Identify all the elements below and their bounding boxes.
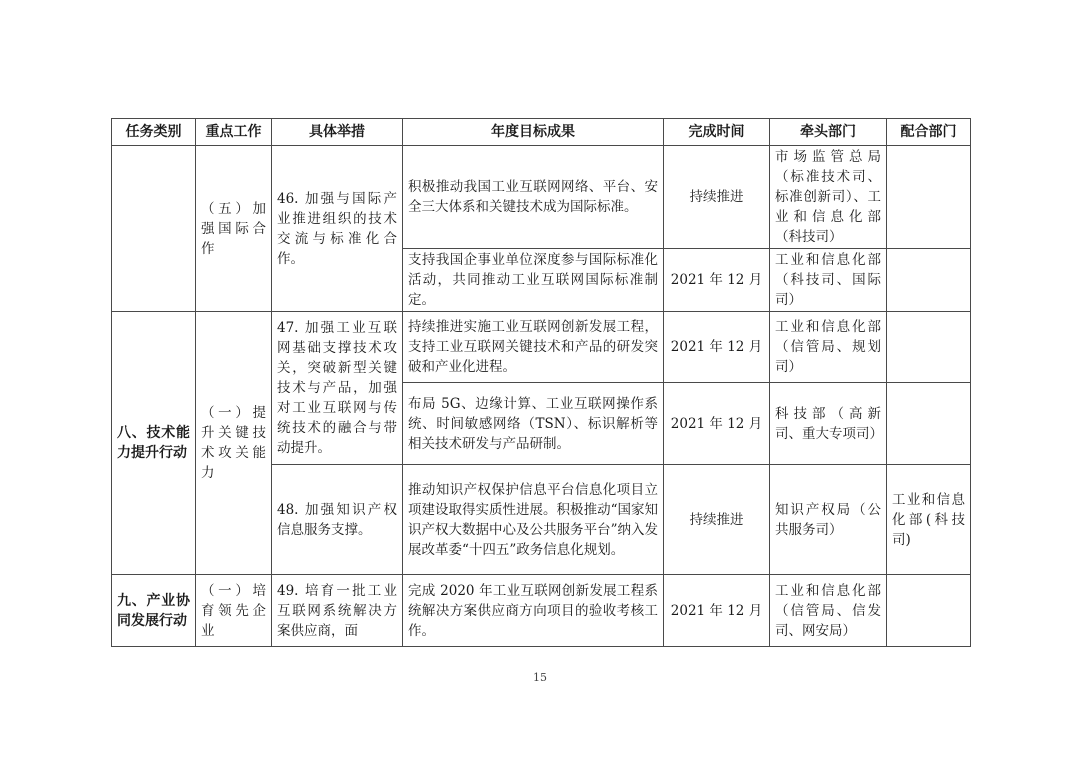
header-completion-time: 完成时间: [664, 119, 770, 146]
time-cell: 持续推进: [664, 146, 770, 249]
table-row: [112, 312, 971, 383]
coop-dept-cell: 工业和信息化部(科技司): [887, 465, 971, 575]
coop-dept-cell: [887, 383, 971, 465]
goal-cell: 布局 5G、边缘计算、工业互联网操作系统、时间敏感网络（TSN）、标识解析等相关技术研发与产品研制。: [403, 383, 664, 465]
lead-dept-cell: 市场监管总局（标准技术司、标准创新司）、工业和信息化部（科技司）: [770, 146, 887, 249]
lead-dept-cell: 知识产权局（公共服务司）: [770, 465, 887, 575]
time-cell: 2021 年 12 月: [664, 249, 770, 312]
page-number: 15: [533, 671, 547, 684]
header-annual-goal: 年度目标成果: [403, 119, 664, 146]
coop-dept-cell: [887, 575, 971, 647]
task-table: [111, 118, 971, 647]
time-cell: 2021 年 12 月: [664, 383, 770, 465]
category-cell: [112, 146, 196, 312]
coop-dept-cell: [887, 249, 971, 312]
measure-cell: 47. 加强工业互联网基础支撑技术攻关，突破新型关键技术与产品，加强对工业互联网与传统技术的融合与带动提升。: [272, 312, 403, 465]
category-cell: 八、技术能力提升行动: [112, 312, 196, 575]
goal-cell: 推动知识产权保护信息平台信息化项目立项建设取得实质性进展。积极推动“国家知识产权大数据中心及公共服务平台”纳入发展改革委“十四五”政务信息化规划。: [403, 465, 664, 575]
header-measure: 具体举措: [272, 119, 403, 146]
time-cell: 2021 年 12 月: [664, 312, 770, 383]
coop-dept-cell: [887, 312, 971, 383]
header-coop-dept: 配合部门: [887, 119, 971, 146]
time-cell: 持续推进: [664, 465, 770, 575]
table-row: [112, 575, 971, 647]
lead-dept-cell: 科技部（高新司、重大专项司）: [770, 383, 887, 465]
lead-dept-cell: 工业和信息化部（科技司、国际司）: [770, 249, 887, 312]
goal-cell: 持续推进实施工业互联网创新发展工程，支持工业互联网关键技术和产品的研发突破和产业化进程。: [403, 312, 664, 383]
table-header-row: [112, 119, 971, 146]
table-row: [112, 146, 971, 249]
goal-cell: 积极推动我国工业互联网网络、平台、安全三大体系和关键技术成为国际标准。: [403, 146, 664, 249]
header-key-work: 重点工作: [196, 119, 272, 146]
measure-cell: 48. 加强知识产权信息服务支撑。: [272, 465, 403, 575]
coop-dept-cell: [887, 146, 971, 249]
key-work-cell: （五）加强国际合作: [196, 146, 272, 312]
goal-cell: 支持我国企事业单位深度参与国际标准化活动，共同推动工业互联网国际标准制定。: [403, 249, 664, 312]
header-lead-dept: 牵头部门: [770, 119, 887, 146]
measure-cell: 46. 加强与国际产业推进组织的技术交流与标准化合作。: [272, 146, 403, 312]
lead-dept-cell: 工业和信息化部（信管局、规划司）: [770, 312, 887, 383]
goal-cell: 完成 2020 年工业互联网创新发展工程系统解决方案供应商方向项目的验收考核工作。: [403, 575, 664, 647]
category-cell: 九、产业协同发展行动: [112, 575, 196, 647]
time-cell: 2021 年 12 月: [664, 575, 770, 647]
measure-cell: 49. 培育一批工业互联网系统解决方案供应商，面: [272, 575, 403, 647]
header-task-category: 任务类别: [112, 119, 196, 146]
key-work-cell: （一）提升关键技术攻关能力: [196, 312, 272, 575]
key-work-cell: （一）培育领先企业: [196, 575, 272, 647]
lead-dept-cell: 工业和信息化部（信管局、信发司、网安局）: [770, 575, 887, 647]
